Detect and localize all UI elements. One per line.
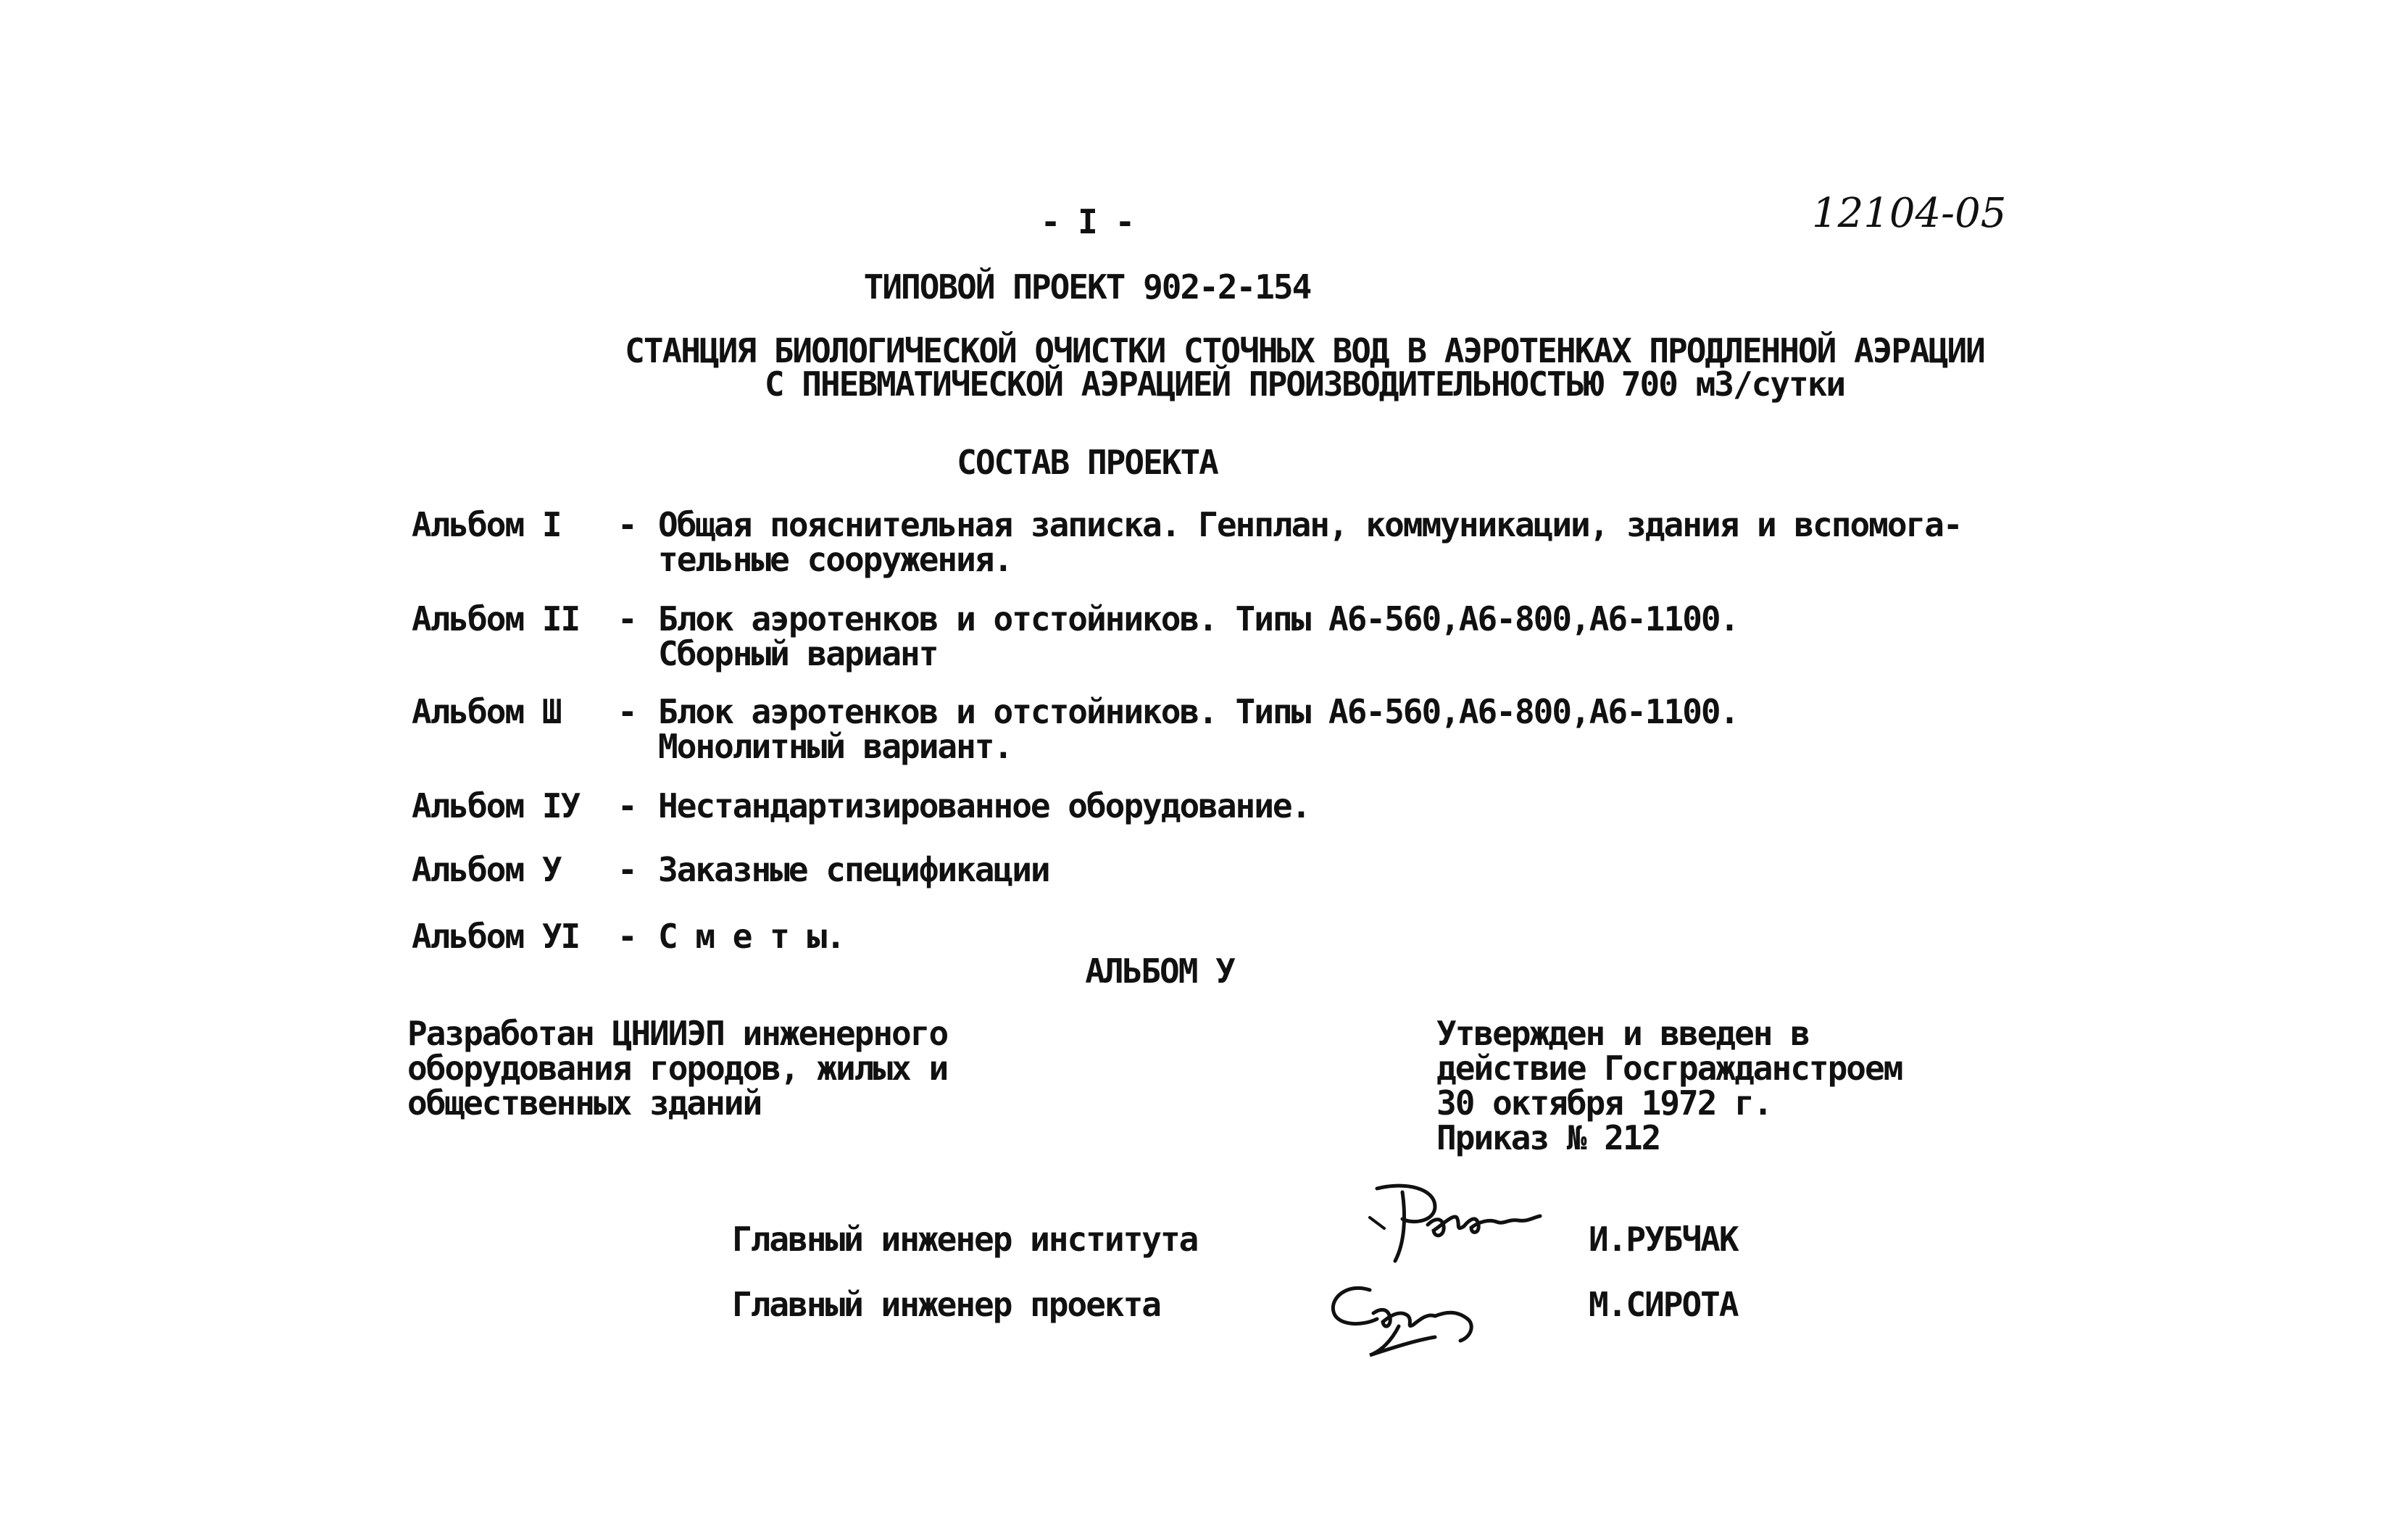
approval-line: 30 октября 1972 г. [1436,1083,1772,1123]
developer-line: общественных зданий [407,1083,762,1123]
signature-sirota-image [1319,1268,1507,1362]
signatory-name: И.РУБЧАК [1589,1220,1738,1259]
album-description: - Нестандартизированное оборудование. [617,786,1310,825]
approval-line: действие Госгражданстроем [1436,1049,1902,1088]
developer-line: оборудования городов, жилых и [407,1049,948,1088]
approval-line: Приказ № 212 [1436,1118,1660,1157]
developer-line: Разработан ЦНИИЭП инженерного [407,1014,948,1053]
signature-rubchak-image [1363,1174,1551,1268]
album-description: - Заказные спецификации [617,850,1049,889]
album-description: - Блок аэротенков и отстойников. Типы А6-560,А6-800,А6-1100. Монолитный вариант. [617,692,1739,766]
title-line-1: СТАНЦИЯ БИОЛОГИЧЕСКОЙ ОЧИСТКИ СТОЧНЫХ ВОД В АЭРОТЕНКАХ ПРОДЛЕННОЙ АЭРАЦИИ [625,331,1984,370]
album-name: Альбом IУ [412,786,580,825]
album-name: Альбом II [412,599,580,638]
album-name: Альбом УI [412,917,580,956]
album-name: Альбом У [412,850,561,889]
signature-role: Главный инженер института [732,1220,1198,1259]
album-name: Альбом Ш [412,692,561,731]
album-name: Альбом I [412,505,561,544]
signatory-name: М.СИРОТА [1589,1285,1738,1324]
albums-list [0,507,2396,971]
album-description: - Блок аэротенков и отстойников. Типы А6-560,А6-800,А6-1100. Сборный вариант [617,599,1739,673]
project-number: ТИПОВОЙ ПРОЕКТ 902-2-154 [863,267,1311,307]
album-description: - С м е т ы. [617,917,844,956]
title-line-2: С ПНЕВМАТИЧЕСКОЙ АЭРАЦИЕЙ ПРОИЗВОДИТЕЛЬНОСТЬЮ 700 м3/сутки [764,365,1845,404]
page-number: - I - [1040,202,1134,241]
current-album: АЛЬБОМ У [1085,952,1234,991]
approval-line: Утвержден и введен в [1436,1014,1809,1053]
handwritten-code: 12104-05 [1812,190,2007,237]
album-description: - Общая пояснительная записка. Генплан, коммуникации, здания и вспомога- тельные сооружения. [617,505,1962,579]
signature-role: Главный инженер проекта [732,1285,1160,1324]
approval-block [1436,1016,1902,1155]
developer-block [407,1014,948,1123]
section-title: СОСТАВ ПРОЕКТА [957,443,1218,482]
